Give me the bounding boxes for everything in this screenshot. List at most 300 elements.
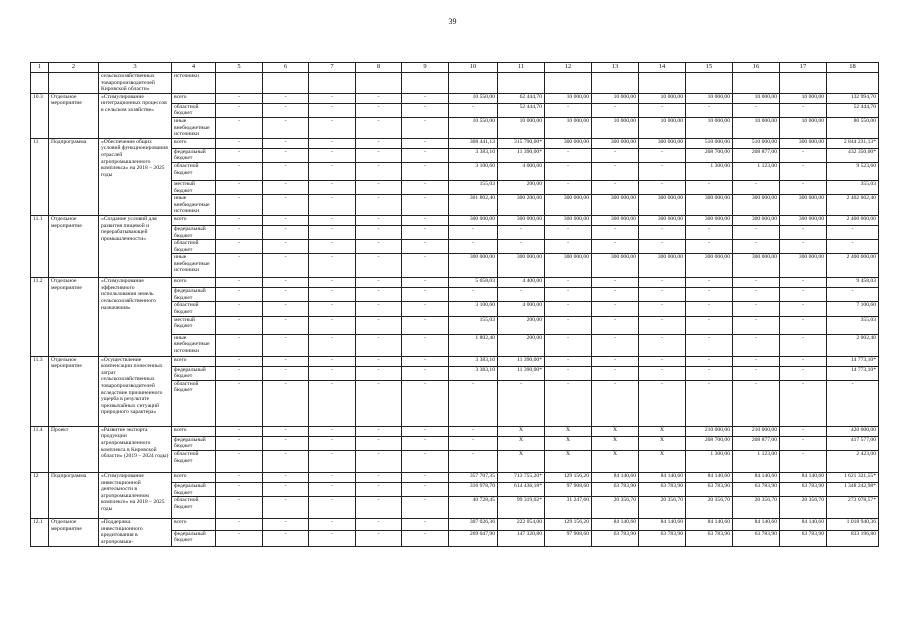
value-cell: - (309, 302, 356, 316)
value-cell: - (356, 93, 402, 103)
value-cell: - (216, 356, 263, 366)
value-cell (402, 73, 449, 94)
value-cell: - (356, 180, 402, 194)
value-cell: 269 047,90 (449, 530, 498, 546)
row-type: Проект (49, 426, 99, 472)
value-cell (827, 73, 879, 94)
value-cell: 355,03 (827, 180, 879, 194)
value-cell: - (733, 334, 780, 356)
value-cell: - (592, 180, 639, 194)
row-name: «Поддержка инвестиционного кредитования в агропромыш- (99, 519, 172, 546)
value-cell: - (639, 334, 686, 356)
row-type (49, 73, 99, 94)
value-cell: - (263, 316, 309, 334)
value-cell: 3 100,60 (449, 302, 498, 316)
value-cell: - (356, 254, 402, 278)
value-cell: - (309, 519, 356, 530)
row-code: 11 (31, 138, 49, 215)
value-cell: 300 000,00 (545, 215, 592, 225)
value-cell: 20 356,70 (592, 497, 639, 519)
value-cell: 10 000,00 (498, 117, 545, 138)
row-code: 11.2 (31, 278, 49, 356)
value-cell: 1 123,00 (733, 451, 780, 473)
value-cell: - (309, 138, 356, 148)
value-cell: - (402, 497, 449, 519)
value-cell: 63 783,90 (639, 483, 686, 497)
value-cell: 10 000,00 (545, 93, 592, 103)
value-cell: - (356, 278, 402, 288)
value-cell (545, 73, 592, 94)
value-cell: Х (545, 451, 592, 473)
value-cell: 84 140,60 (592, 519, 639, 530)
value-cell: - (545, 302, 592, 316)
value-cell: - (309, 278, 356, 288)
value-cell: - (263, 180, 309, 194)
table-row (31, 215, 879, 225)
value-cell: 84 140,60 (733, 473, 780, 483)
row-name: сельскохозяйственных товаропроизводителей Кировской области» (99, 73, 172, 94)
value-cell: - (639, 240, 686, 254)
value-cell: - (639, 316, 686, 334)
value-cell: 10 000,00 (639, 93, 686, 103)
value-cell: 3 100,60 (449, 162, 498, 180)
value-cell: - (402, 215, 449, 225)
value-cell: 300 000,00 (639, 215, 686, 225)
value-cell: - (780, 278, 827, 288)
value-cell: - (827, 225, 879, 239)
funding-source: местный бюджет (172, 316, 216, 334)
value-cell: - (733, 240, 780, 254)
value-cell: 300 000,00 (545, 138, 592, 148)
value-cell: 833 196,80 (827, 530, 879, 546)
value-cell: - (498, 288, 545, 302)
value-cell: 129 156,20 (545, 519, 592, 530)
value-cell: 2 423,00 (827, 451, 879, 473)
value-cell: - (545, 148, 592, 162)
value-cell: - (263, 426, 309, 436)
value-cell: - (216, 148, 263, 162)
value-cell: - (780, 380, 827, 426)
value-cell: - (216, 483, 263, 497)
value-cell: - (402, 93, 449, 103)
value-cell: 300 000,00 (592, 195, 639, 216)
header-cell: 2 (49, 63, 99, 73)
value-cell: - (309, 334, 356, 356)
value-cell: - (827, 240, 879, 254)
value-cell: - (309, 366, 356, 380)
table-header-row (31, 63, 879, 73)
header-cell: 13 (592, 63, 639, 73)
value-cell: 80 550,00 (827, 117, 879, 138)
value-cell: - (592, 356, 639, 366)
value-cell: - (356, 240, 402, 254)
finance-table (30, 62, 879, 547)
value-cell: - (263, 195, 309, 216)
value-cell: 62 444,70 (498, 93, 545, 103)
value-cell: Х (592, 426, 639, 436)
value-cell: 11 390,00* (498, 356, 545, 366)
value-cell: - (356, 316, 402, 334)
value-cell: - (309, 117, 356, 138)
value-cell: - (545, 356, 592, 366)
value-cell: 52 444,70 (498, 103, 545, 117)
value-cell: 300 000,00 (733, 215, 780, 225)
table-row (31, 473, 879, 483)
value-cell: 300 000,00 (545, 195, 592, 216)
value-cell: - (402, 240, 449, 254)
value-cell: - (780, 225, 827, 239)
value-cell (780, 73, 827, 94)
value-cell: 84 140,60 (686, 473, 733, 483)
value-cell: 2 844 231,13* (827, 138, 879, 148)
value-cell: - (309, 497, 356, 519)
value-cell: 63 783,90 (639, 530, 686, 546)
value-cell (592, 73, 639, 94)
value-cell: - (733, 278, 780, 288)
value-cell: 10 550,00 (449, 117, 498, 138)
value-cell: - (216, 316, 263, 334)
value-cell: - (309, 436, 356, 450)
value-cell (309, 73, 356, 94)
value-cell: 84 140,60 (639, 473, 686, 483)
value-cell: - (733, 302, 780, 316)
value-cell: - (216, 138, 263, 148)
row-type: Подпрограмма (49, 138, 99, 215)
value-cell: - (356, 497, 402, 519)
row-code: 12.1 (31, 519, 49, 546)
header-cell: 14 (639, 63, 686, 73)
value-cell (216, 73, 263, 94)
value-cell: - (263, 162, 309, 180)
value-cell: 300 000,00 (498, 254, 545, 278)
value-cell: - (263, 366, 309, 380)
value-cell: - (733, 356, 780, 366)
value-cell (686, 73, 733, 94)
value-cell: - (356, 366, 402, 380)
value-cell: - (639, 148, 686, 162)
value-cell: 84 140,60 (686, 519, 733, 530)
value-cell: 308 441,13 (449, 138, 498, 148)
value-cell: - (402, 254, 449, 278)
header-cell: 15 (686, 63, 733, 73)
value-cell: - (263, 302, 309, 316)
value-cell: Х (498, 426, 545, 436)
value-cell: 300 000,00 (686, 215, 733, 225)
value-cell: - (263, 93, 309, 103)
funding-source: областной бюджет (172, 380, 216, 426)
value-cell: 10 000,00 (780, 117, 827, 138)
value-cell: - (356, 225, 402, 239)
value-cell: - (263, 225, 309, 239)
value-cell: - (263, 497, 309, 519)
funding-source: областной бюджет (172, 451, 216, 473)
value-cell: 4 000,00 (498, 302, 545, 316)
row-code: 10.3 (31, 93, 49, 138)
value-cell: - (639, 380, 686, 426)
value-cell: - (356, 288, 402, 302)
value-cell: - (216, 302, 263, 316)
value-cell: 300 000,00 (498, 215, 545, 225)
value-cell: Х (639, 436, 686, 450)
value-cell: - (356, 103, 402, 117)
value-cell: 510 000,00 (733, 138, 780, 148)
value-cell: - (263, 148, 309, 162)
header-cell: 5 (216, 63, 263, 73)
value-cell: - (216, 240, 263, 254)
value-cell: - (263, 519, 309, 530)
value-cell: - (733, 180, 780, 194)
value-cell: - (686, 288, 733, 302)
row-type: Подпрограмма (49, 473, 99, 519)
value-cell (449, 73, 498, 94)
value-cell: - (402, 117, 449, 138)
value-cell: 200,00 (498, 334, 545, 356)
value-cell: 9 523,60 (827, 162, 879, 180)
value-cell: - (545, 278, 592, 288)
value-cell: 84 140,60 (780, 519, 827, 530)
value-cell: 1 300,00 (686, 451, 733, 473)
value-cell: - (402, 103, 449, 117)
value-cell: 355,03 (827, 316, 879, 334)
value-cell: 63 783,90 (780, 483, 827, 497)
value-cell: 300 000,00 (592, 215, 639, 225)
row-name: «Создание условий для развития пищевой и перерабатывающей промышленности» (99, 215, 172, 277)
value-cell: - (733, 366, 780, 380)
value-cell: 63 783,90 (592, 483, 639, 497)
value-cell: - (309, 288, 356, 302)
row-name: «Осуществление компенсации понесенных затрат сельскохозяйственных товаропроизводителей вследствие причиненного ущерба в результате чрезвычайных ситуаций природного характера» (99, 356, 172, 426)
funding-source: всего (172, 426, 216, 436)
value-cell: 300 000,00 (639, 195, 686, 216)
value-cell: 10 000,00 (686, 117, 733, 138)
value-cell: - (263, 215, 309, 225)
row-type: Отдельное мероприятие (49, 93, 99, 138)
value-cell: Х (639, 426, 686, 436)
value-cell: - (356, 215, 402, 225)
value-cell: - (263, 117, 309, 138)
table-row (31, 519, 879, 530)
value-cell: - (402, 366, 449, 380)
value-cell (263, 73, 309, 94)
value-cell: - (402, 288, 449, 302)
value-cell: - (309, 180, 356, 194)
value-cell: - (402, 436, 449, 450)
value-cell: - (592, 366, 639, 380)
header-cell: 17 (780, 63, 827, 73)
header-cell: 18 (827, 63, 879, 73)
row-code: 12 (31, 473, 49, 519)
value-cell: - (402, 316, 449, 334)
value-cell: - (545, 225, 592, 239)
value-cell (733, 73, 780, 94)
row-type: Отдельное мероприятие (49, 356, 99, 426)
value-cell: 84 140,60 (592, 473, 639, 483)
funding-source: иные внебюджетные источники (172, 254, 216, 278)
value-cell: - (545, 288, 592, 302)
value-cell: 3 383,10 (449, 366, 498, 380)
value-cell: 40 728,45 (449, 497, 498, 519)
funding-source: иные внебюджетные источники (172, 334, 216, 356)
value-cell: - (216, 254, 263, 278)
value-cell: 10 000,00 (780, 93, 827, 103)
value-cell: - (356, 356, 402, 366)
value-cell: 1 621 321,55* (827, 473, 879, 483)
value-cell: - (686, 180, 733, 194)
value-cell: 155,03 (449, 316, 498, 334)
value-cell: 2 400 000,00 (827, 254, 879, 278)
header-cell: 16 (733, 63, 780, 73)
value-cell: - (356, 530, 402, 546)
value-cell: - (780, 240, 827, 254)
value-cell: 1 018 940,36 (827, 519, 879, 530)
value-cell: - (780, 103, 827, 117)
value-cell: 97 908,60 (545, 530, 592, 546)
row-type: Отдельное мероприятие (49, 519, 99, 546)
value-cell: Х (592, 436, 639, 450)
value-cell: - (592, 334, 639, 356)
value-cell: - (356, 117, 402, 138)
value-cell: 63 783,90 (686, 530, 733, 546)
value-cell: - (216, 366, 263, 380)
value-cell: - (733, 316, 780, 334)
value-cell: Х (545, 436, 592, 450)
value-cell: - (263, 254, 309, 278)
value-cell: - (592, 148, 639, 162)
value-cell: 20 356,70 (686, 497, 733, 519)
value-cell: - (309, 473, 356, 483)
value-cell: 273 078,57* (827, 497, 879, 519)
row-name: «Стимулирование инвестиционной деятельности в агропромышленном комплексе» на 2018 – 2025 годы (99, 473, 172, 519)
value-cell: - (216, 225, 263, 239)
value-cell: - (780, 334, 827, 356)
value-cell: 20 356,70 (639, 497, 686, 519)
table-row (31, 278, 879, 288)
value-cell: 4 400,00 (498, 278, 545, 288)
value-cell: 10 550,00 (449, 93, 498, 103)
row-name: «Обеспечение общих условий функционирования отраслей агропромышленного комплекса» на 2018 – 2025 годы (99, 138, 172, 215)
funding-source: федеральный бюджет (172, 366, 216, 380)
value-cell: - (780, 288, 827, 302)
value-cell: - (780, 356, 827, 366)
value-cell: - (639, 366, 686, 380)
value-cell: - (309, 530, 356, 546)
funding-source: федеральный бюджет (172, 225, 216, 239)
value-cell: - (545, 334, 592, 356)
value-cell: - (356, 334, 402, 356)
value-cell: - (780, 302, 827, 316)
value-cell: - (545, 316, 592, 334)
value-cell: - (402, 519, 449, 530)
value-cell: - (686, 366, 733, 380)
value-cell: - (402, 473, 449, 483)
value-cell: - (402, 195, 449, 216)
value-cell: 3 383,10 (449, 148, 498, 162)
funding-source: федеральный бюджет (172, 530, 216, 546)
value-cell: 1 300,00 (686, 162, 733, 180)
value-cell: 300 000,00 (780, 138, 827, 148)
value-cell: - (545, 366, 592, 380)
value-cell: 9 458,03 (827, 278, 879, 288)
value-cell: - (639, 302, 686, 316)
value-cell: 84 140,60 (639, 519, 686, 530)
value-cell: 31 247,60 (545, 497, 592, 519)
value-cell: - (309, 483, 356, 497)
value-cell: 300 000,00 (686, 195, 733, 216)
header-cell: 8 (356, 63, 402, 73)
funding-source: источники (172, 73, 216, 94)
value-cell: 300 000,00 (733, 195, 780, 216)
value-cell: - (356, 451, 402, 473)
value-cell: - (780, 316, 827, 334)
value-cell: 316 978,70 (449, 483, 498, 497)
value-cell: 300 000,00 (592, 138, 639, 148)
value-cell: - (263, 483, 309, 497)
value-cell: - (639, 162, 686, 180)
value-cell (356, 73, 402, 94)
value-cell: - (309, 103, 356, 117)
value-cell: 63 783,90 (733, 530, 780, 546)
value-cell: - (216, 117, 263, 138)
funding-source: областной бюджет (172, 302, 216, 316)
value-cell: - (545, 180, 592, 194)
value-cell: - (686, 356, 733, 366)
value-cell: 300 000,00 (686, 254, 733, 278)
value-cell: 20 356,70 (733, 497, 780, 519)
value-cell: - (263, 334, 309, 356)
value-cell: - (216, 334, 263, 356)
value-cell: - (309, 426, 356, 436)
value-cell: 510 000,00 (686, 138, 733, 148)
value-cell: 63 783,90 (686, 483, 733, 497)
value-cell: 52 444,70 (827, 103, 879, 117)
row-code: 11.3 (31, 356, 49, 426)
value-cell: - (402, 426, 449, 436)
value-cell: - (545, 240, 592, 254)
value-cell: 10 000,00 (545, 117, 592, 138)
value-cell: - (309, 380, 356, 426)
value-cell: - (592, 380, 639, 426)
value-cell: 200,00 (498, 180, 545, 194)
value-cell: - (263, 530, 309, 546)
header-cell: 12 (545, 63, 592, 73)
value-cell: - (402, 334, 449, 356)
value-cell: 2 002,40 (827, 334, 879, 356)
row-name: «Стимулирование эффективного использования земель сельскохозяйственного назначения» (99, 278, 172, 356)
value-cell: - (545, 380, 592, 426)
value-cell: 20 356,70 (780, 497, 827, 519)
value-cell: 4 000,00 (498, 162, 545, 180)
value-cell: 63 783,90 (592, 530, 639, 546)
value-cell: - (309, 240, 356, 254)
value-cell: - (216, 436, 263, 450)
value-cell: 84 140,60 (733, 519, 780, 530)
value-cell: - (402, 180, 449, 194)
value-cell: - (780, 451, 827, 473)
value-cell: - (639, 103, 686, 117)
value-cell: - (356, 162, 402, 180)
value-cell: - (263, 240, 309, 254)
value-cell: 14 773,10* (827, 366, 879, 380)
value-cell: - (402, 380, 449, 426)
value-cell: - (449, 103, 498, 117)
value-cell: Х (498, 451, 545, 473)
value-cell: - (216, 195, 263, 216)
value-cell: - (309, 148, 356, 162)
header-cell: 9 (402, 63, 449, 73)
value-cell: 420 000,00 (827, 426, 879, 436)
value-cell: - (263, 103, 309, 117)
value-cell: - (216, 451, 263, 473)
